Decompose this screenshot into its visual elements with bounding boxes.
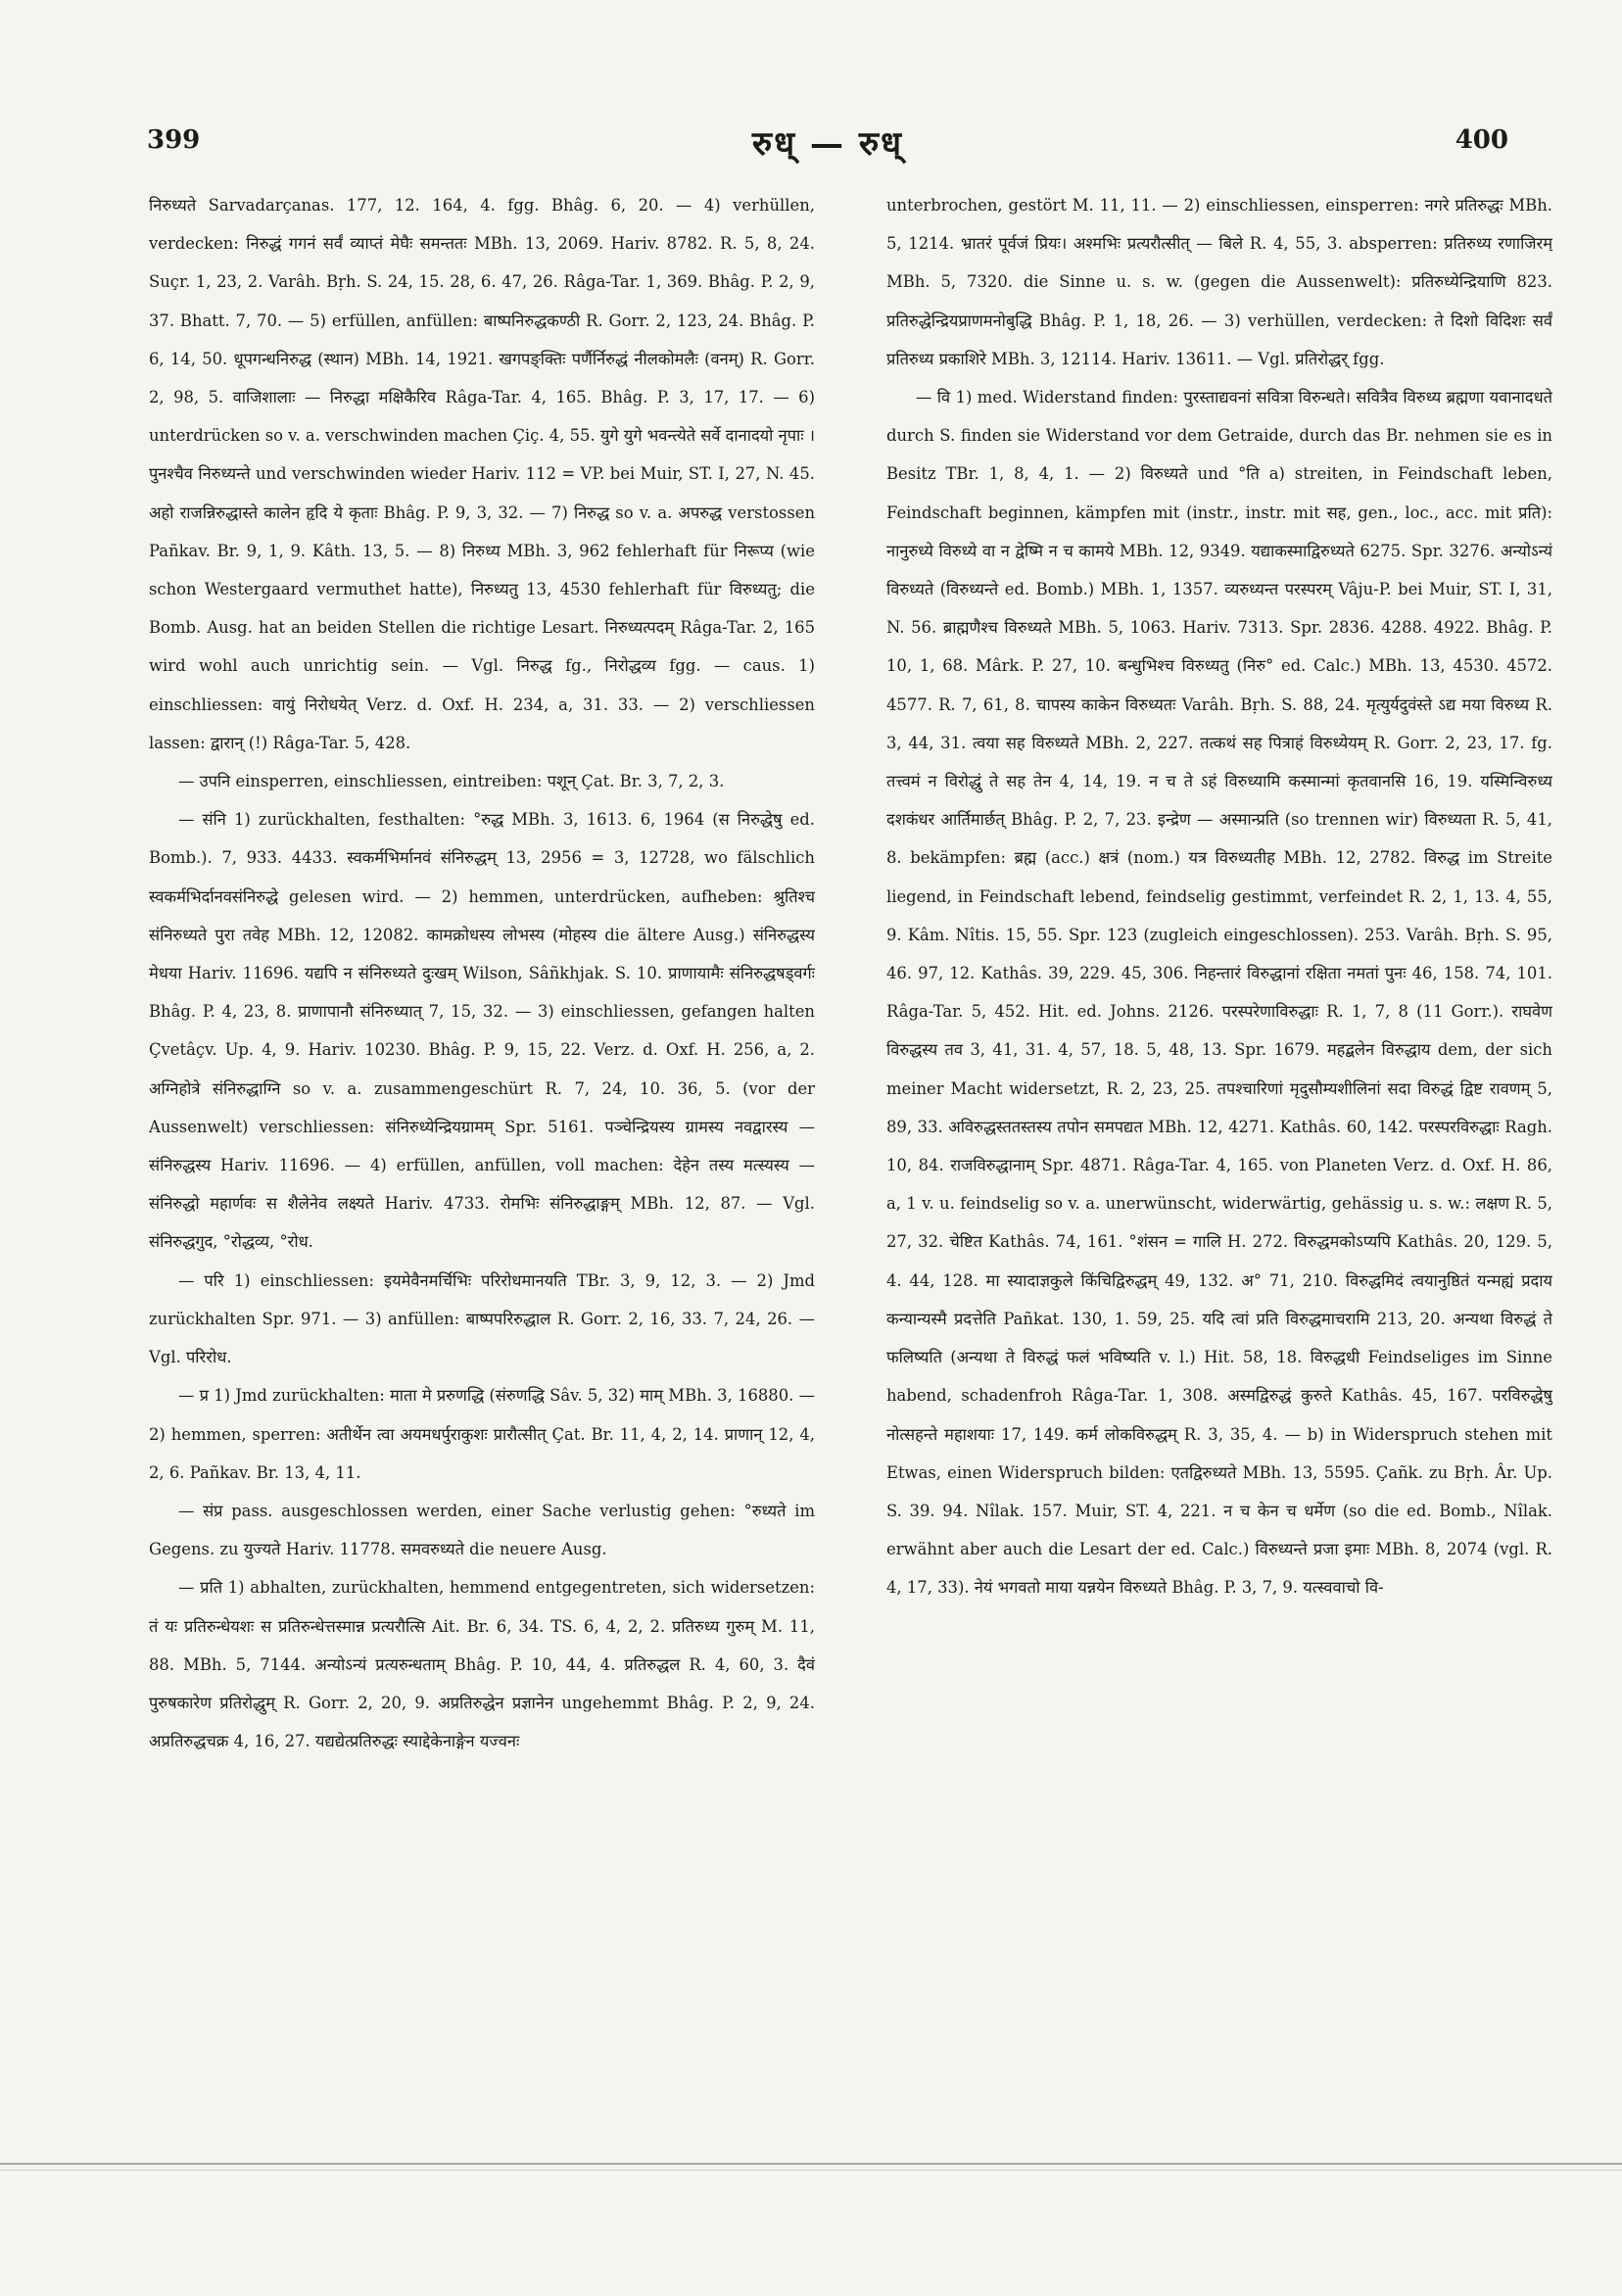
entry-paragraph: — उपनि einsperren, einschliessen, eintreiben: पशून् Çat. Br. 3, 7, 2, 3. [178,772,725,791]
bottom-rule-secondary [0,2170,1622,2171]
entry-paragraph: unterbrochen, gestört M. 11, 11. — 2) einschliessen, einsperren: नगरे प्रतिरुद्धः MBh. 5, 1214. भ्रातरं पूर्वजं प्रियः। अश्मभिः प्रत्यरौत्सीत् — बिले R. 4, 55, 3. absperren: प्रतिरुध्य रणाजिरम् MBh. 5, 7320. die Sinne u. s. w. (gegen die Aussenwelt): प्रतिरुध्येन्द्रियाणि 823. प्रतिरुद्धेन्द्रियप्राणमनोबुद्धि Bhâg. P. 1, 18, 26. — 3) verhüllen, verdecken: ते दिशो विदिशः सर्वं प्रतिरुध्य प्रकाशिरे MBh. 3, 12114. Hariv. 13611. — Vgl. प्रतिरोद्धर् fgg. [886,196,1552,368]
entry-paragraph: — परि 1) einschliessen: इयमेवैनमर्चिभिः परिरोधमानयति TBr. 3, 9, 12, 3. — 2) Jmd zurückhalten Spr. 971. — 3) anfüllen: बाष्पपरिरुद्धाल R. Gorr. 2, 16, 33. 7, 24, 26. — Vgl. परिरोध. [149,1270,815,1367]
running-head: रुध् — रुध् [751,124,904,164]
entry-paragraph: — संनि 1) zurückhalten, festhalten: °रुद्ध MBh. 3, 1613. 6, 1964 (स निरुद्धेषु ed. Bomb.). 7, 933. 4433. स्वकर्मभिर्मानवं संनिरुद्धम् 13, 2956 = 3, 12728, wo fälschlich स्वकर्मभिर्दानवसंनिरुद्धे gelesen wird. — 2) hemmen, unterdrücken, aufheben: श्रुतिश्च संनिरुध्यते पुरा तवेह MBh. 12, 12082. कामक्रोधस्य लोभस्य (मोहस्य die ältere Ausg.) संनिरुद्धस्य मेधया Hariv. 11696. यद्यपि न संनिरुध्यते दुःखम् Wilson, Sâñkhjak. S. 10. प्राणायामैः संनिरुद्धषड्वर्गः Bhâg. P. 4, 23, 8. प्राणापानौ संनिरुध्यात् 7, 15, 32. — 3) einschliessen, gefangen halten Çvetâçv. Up. 4, 9. Hariv. 10230. Bhâg. P. 9, 15, 22. Verz. d. Oxf. H. 256, a, 2. अग्निहोत्रे संनिरुद्धाग्नि so v. a. zusammengeschürt R. 7, 24, 10. 36, 5. (vor der Aussenwelt) verschliessen: संनिरुध्येन्द्रियग्रामम् Spr. 5161. पञ्चेन्द्रियस्य ग्रामस्य नवद्वारस्य — संनिरुद्धस्य Hariv. 11696. — 4) erfüllen, anfüllen, voll machen: देहेन तस्य मत्स्यस्य — संनिरुद्धो महार्णवः स शैलेनेव लक्ष्यते Hariv. 4733. रोमभिः संनिरुद्धाङ्गम् MBh. 12, 87. — Vgl. संनिरुद्धगुद, °रोद्धव्य, °रोध. [149,810,815,1252]
page-number-left: 399 [147,125,201,155]
left-column [149,186,815,2126]
entry-paragraph: — प्र 1) Jmd zurückhalten: माता मे प्ररुणद्धि (संरुणद्धि Sâv. 5, 32) माम् MBh. 3, 16880. — 2) hemmen, sperren: अतीर्थेन त्वा अयमधर्पुराकुशः प्रारौत्सीत् Çat. Br. 11, 4, 2, 14. प्राणान् 12, 4, 2, 6. Pañkav. Br. 13, 4, 11. [149,1386,815,1482]
entry-paragraph: — प्रति 1) abhalten, zurückhalten, hemmend entgegentreten, sich widersetzen: तं यः प्रतिरुन्धेयशः स प्रतिरुन्धेत्तस्मान्न प्रत्यरौत्सि Ait. Br. 6, 34. TS. 6, 4, 2, 2. प्रतिरुध्य गुरुम् M. 11, 88. MBh. 5, 7144. अन्योऽन्यं प्रत्यरुन्धताम् Bhâg. P. 10, 44, 4. प्रतिरुद्धल R. 4, 60, 3. दैवं पुरुषकारेण प्रतिरोद्धुम् R. Gorr. 2, 20, 9. अप्रतिरुद्धेन प्रज्ञानेन ungehemmt Bhâg. P. 2, 9, 24. अप्रतिरुद्धचक्र 4, 16, 27. यद्यद्येत्प्रतिरुद्धः स्याद्देकेनाङ्गेन यज्वनः [149,1578,815,1751]
page-header [147,125,1508,170]
entry-paragraph: — संप्र pass. ausgeschlossen werden, einer Sache verlustig gehen: °रुध्यते im Gegens. zu युज्यते Hariv. 11778. समवरुध्यते die neuere Ausg. [149,1501,815,1559]
bottom-rule [0,2163,1622,2165]
entry-paragraph: निरुध्यते Sarvadarçanas. 177, 12. 164, 4. fgg. Bhâg. 6, 20. — 4) verhüllen, verdecken: निरुद्धं गगनं सर्वं व्याप्तं मेघैः समन्ततः MBh. 13, 2069. Hariv. 8782. R. 5, 8, 24. Suçr. 1, 23, 2. Varâh. Bṛh. S. 24, 15. 28, 6. 47, 26. Râga-Tar. 1, 369. Bhâg. P. 2, 9, 37. Bhatt. 7, 70. — 5) erfüllen, anfüllen: बाष्पनिरुद्धकण्ठी R. Gorr. 2, 123, 24. Bhâg. P. 6, 14, 50. धूपगन्धनिरुद्ध (स्थान) MBh. 14, 1921. खगपङ्क्तिः पर्णैर्निरुद्धं नीलकोमलैः (वनम्) R. Gorr. 2, 98, 5. वाजिशालाः — निरुद्धा मक्षिकैरिव Râga-Tar. 4, 165. Bhâg. P. 3, 17, 17. — 6) unterdrücken so v. a. verschwinden machen Çiç. 4, 55. युगे युगे भवन्त्येते सर्वे दानादयो नृपाः । पुनश्चैव निरुध्यन्ते und verschwinden wieder Hariv. 112 = VP. bei Muir, ST. I, 27, N. 45. अहो राजन्निरुद्धास्ते कालेन हृदि ये कृताः Bhâg. P. 9, 3, 32. — 7) निरुद्ध so v. a. अपरुद्ध verstossen Pañkav. Br. 9, 1, 9. Kâth. 13, 5. — 8) निरुध्य MBh. 3, 962 fehlerhaft für निरूप्य (wie schon Westergaard vermuthet hatte), निरुध्यतु 13, 4530 fehlerhaft für विरुध्यतु; die Bomb. Ausg. hat an beiden Stellen die richtige Lesart. निरुध्यत्पदम् Râga-Tar. 2, 165 wird wohl auch unrichtig sein. — Vgl. निरुद्ध fg., निरोद्धव्य fgg. — caus. 1) einschliessen: वायुं निरोधयेत् Verz. d. Oxf. H. 234, a, 31. 33. — 2) verschliessen lassen: द्वारान् (!) Râga-Tar. 5, 428. [149,196,815,752]
entry-paragraph: — वि 1) med. Widerstand finden: पुरस्ताद्यवनां सवित्रा विरुन्धते। सवित्रैव विरुध्य ब्रह्मणा यवानादधते durch S. finden sie Widerstand vor dem Getraide, durch das Br. nehmen sie es in Besitz TBr. 1, 8, 4, 1. — 2) विरुध्यते und °ति a) streiten, in Feindschaft leben, Feindschaft beginnen, kämpfen mit (instr., instr. mit सह, gen., loc., acc. mit प्रति): नानुरुध्ये विरुध्ये वा न द्वेष्मि न च कामये MBh. 12, 9349. यद्याकस्माद्विरुध्यते 6275. Spr. 3276. अन्योऽन्यं विरुध्यते (विरुध्यन्ते ed. Bomb.) MBh. 1, 1357. व्यरुध्यन्त परस्परम् Vâju-P. bei Muir, ST. I, 31, N. 56. ब्राह्मणैश्च विरुध्यते MBh. 5, 1063. Hariv. 7313. Spr. 2836. 4288. 4922. Bhâg. P. 10, 1, 68. Mârk. P. 27, 10. बन्धुभिश्च विरुध्यतु (निरु° ed. Calc.) MBh. 13, 4530. 4572. 4577. R. 7, 61, 8. चापस्य काकेन विरुध्यतः Varâh. Bṛh. S. 88, 24. मृत्युर्यदुवंस्ते ऽद्य मया विरुध्य R. 3, 44, 31. त्वया सह विरुध्यते MBh. 2, 227. तत्कथं सह पित्राहं विरुध्येयम् R. Gorr. 2, 23, 17. fg. तत्त्वमं न विरोद्धुं ते सह तेन 4, 14, 19. न च ते ऽहं विरुध्यामि कस्मान्मां कृतवानसि 16, 19. यस्मिन्विरुध्य दशकंधर आर्तिमार्छत् Bhâg. P. 2, 7, 23. इन्द्रेण — अस्मान्प्रति (so trennen wir) विरुध्यता R. 5, 41, 8. bekämpfen: ब्रह्म (acc.) क्षत्रं (nom.) यत्र विरुध्यतीह MBh. 12, 2782. विरुद्ध im Streite liegend, in Feindschaft lebend, feindselig gestimmt, verfeindet R. 2, 1, 13. 4, 55, 9. Kâm. Nîtis. 15, 55. Spr. 123 (zugleich eingeschlossen). 253. Varâh. Bṛh. S. 95, 46. 97, 12. Kathâs. 39, 229. 45, 306. निहन्तारं विरुद्धानां रक्षिता नमतां पुनः 46, 158. 74, 101. Râga-Tar. 5, 452. Hit. ed. Johns. 2126. परस्परेणाविरुद्धाः R. 1, 7, 8 (11 Gorr.). राघवेण विरुद्धस्य तव 3, 41, 31. 4, 57, 18. 5, 48, 13. Spr. 1679. महद्बलेन विरुद्धाय dem, der sich meiner Macht widersetzt, R. 2, 23, 25. तपश्चारिणां मृदुसौम्यशीलिनां सदा विरुद्धं द्विष्ट रावणम् 5, 89, 33. अविरुद्धस्ततस्तस्य तपोन समपद्यत MBh. 12, 4271. Kathâs. 60, 142. परस्परविरुद्धाः Ragh. 10, 84. राजविरुद्धानाम् Spr. 4871. Râga-Tar. 4, 165. von Planeten Verz. d. Oxf. H. 86, a, 1 v. u. feindselig so v. a. unerwünscht, widerwärtig, gehässig u. s. w.: लक्षण R. 5, 27, 32. चेष्टित Kathâs. 74, 161. °शंसन = गालि H. 272. विरुद्धमकोऽप्यपि Kathâs. 20, 129. 5, 4. 44, 128. मा स्यादाज्ञकुले किंचिद्विरुद्धम् 49, 132. अ° 71, 210. विरुद्धमिदं त्वयानुष्ठितं यन्मह्यं प्रदाय कन्यान्यस्मै प्रदत्तेति Pañkat. 130, 1. 59, 25. यदि त्वां प्रति विरुद्धमाचरामि 213, 20. अन्यथा विरुद्धं ते फलिष्यति (अन्यथा ते विरुद्धं फलं भविष्यति v. l.) Hit. 58, 18. विरुद्धधी Feindseliges im Sinne habend, schadenfroh Râga-Tar. 1, 308. अस्मद्विरुद्धं कुरुते Kathâs. 45, 167. परविरुद्धेषु नोत्सहन्ते महाशयाः 17, 149. कर्म लोकविरुद्धम् R. 3, 35, 4. — b) in Widerspruch stehen mit Etwas, einen Widerspruch bilden: एतद्विरुध्यते MBh. 13, 5595. Çañk. zu Bṛh. Âr. Up. S. 39. 94. Nîlak. 157. Muir, ST. 4, 221. न च केन च धर्मेण (so die ed. Bomb., Nîlak. erwähnt aber auch die Lesart der ed. Calc.) विरुध्यन्ते प्रजा इमाः MBh. 8, 2074 (vgl. R. 4, 17, 33). नेयं भगवतो माया यन्नयेन विरुध्यते Bhâg. P. 3, 7, 9. यत्स्ववाचो वि- [886,388,1552,1598]
right-column [886,186,1552,2126]
page-number-right: 400 [1455,125,1508,155]
